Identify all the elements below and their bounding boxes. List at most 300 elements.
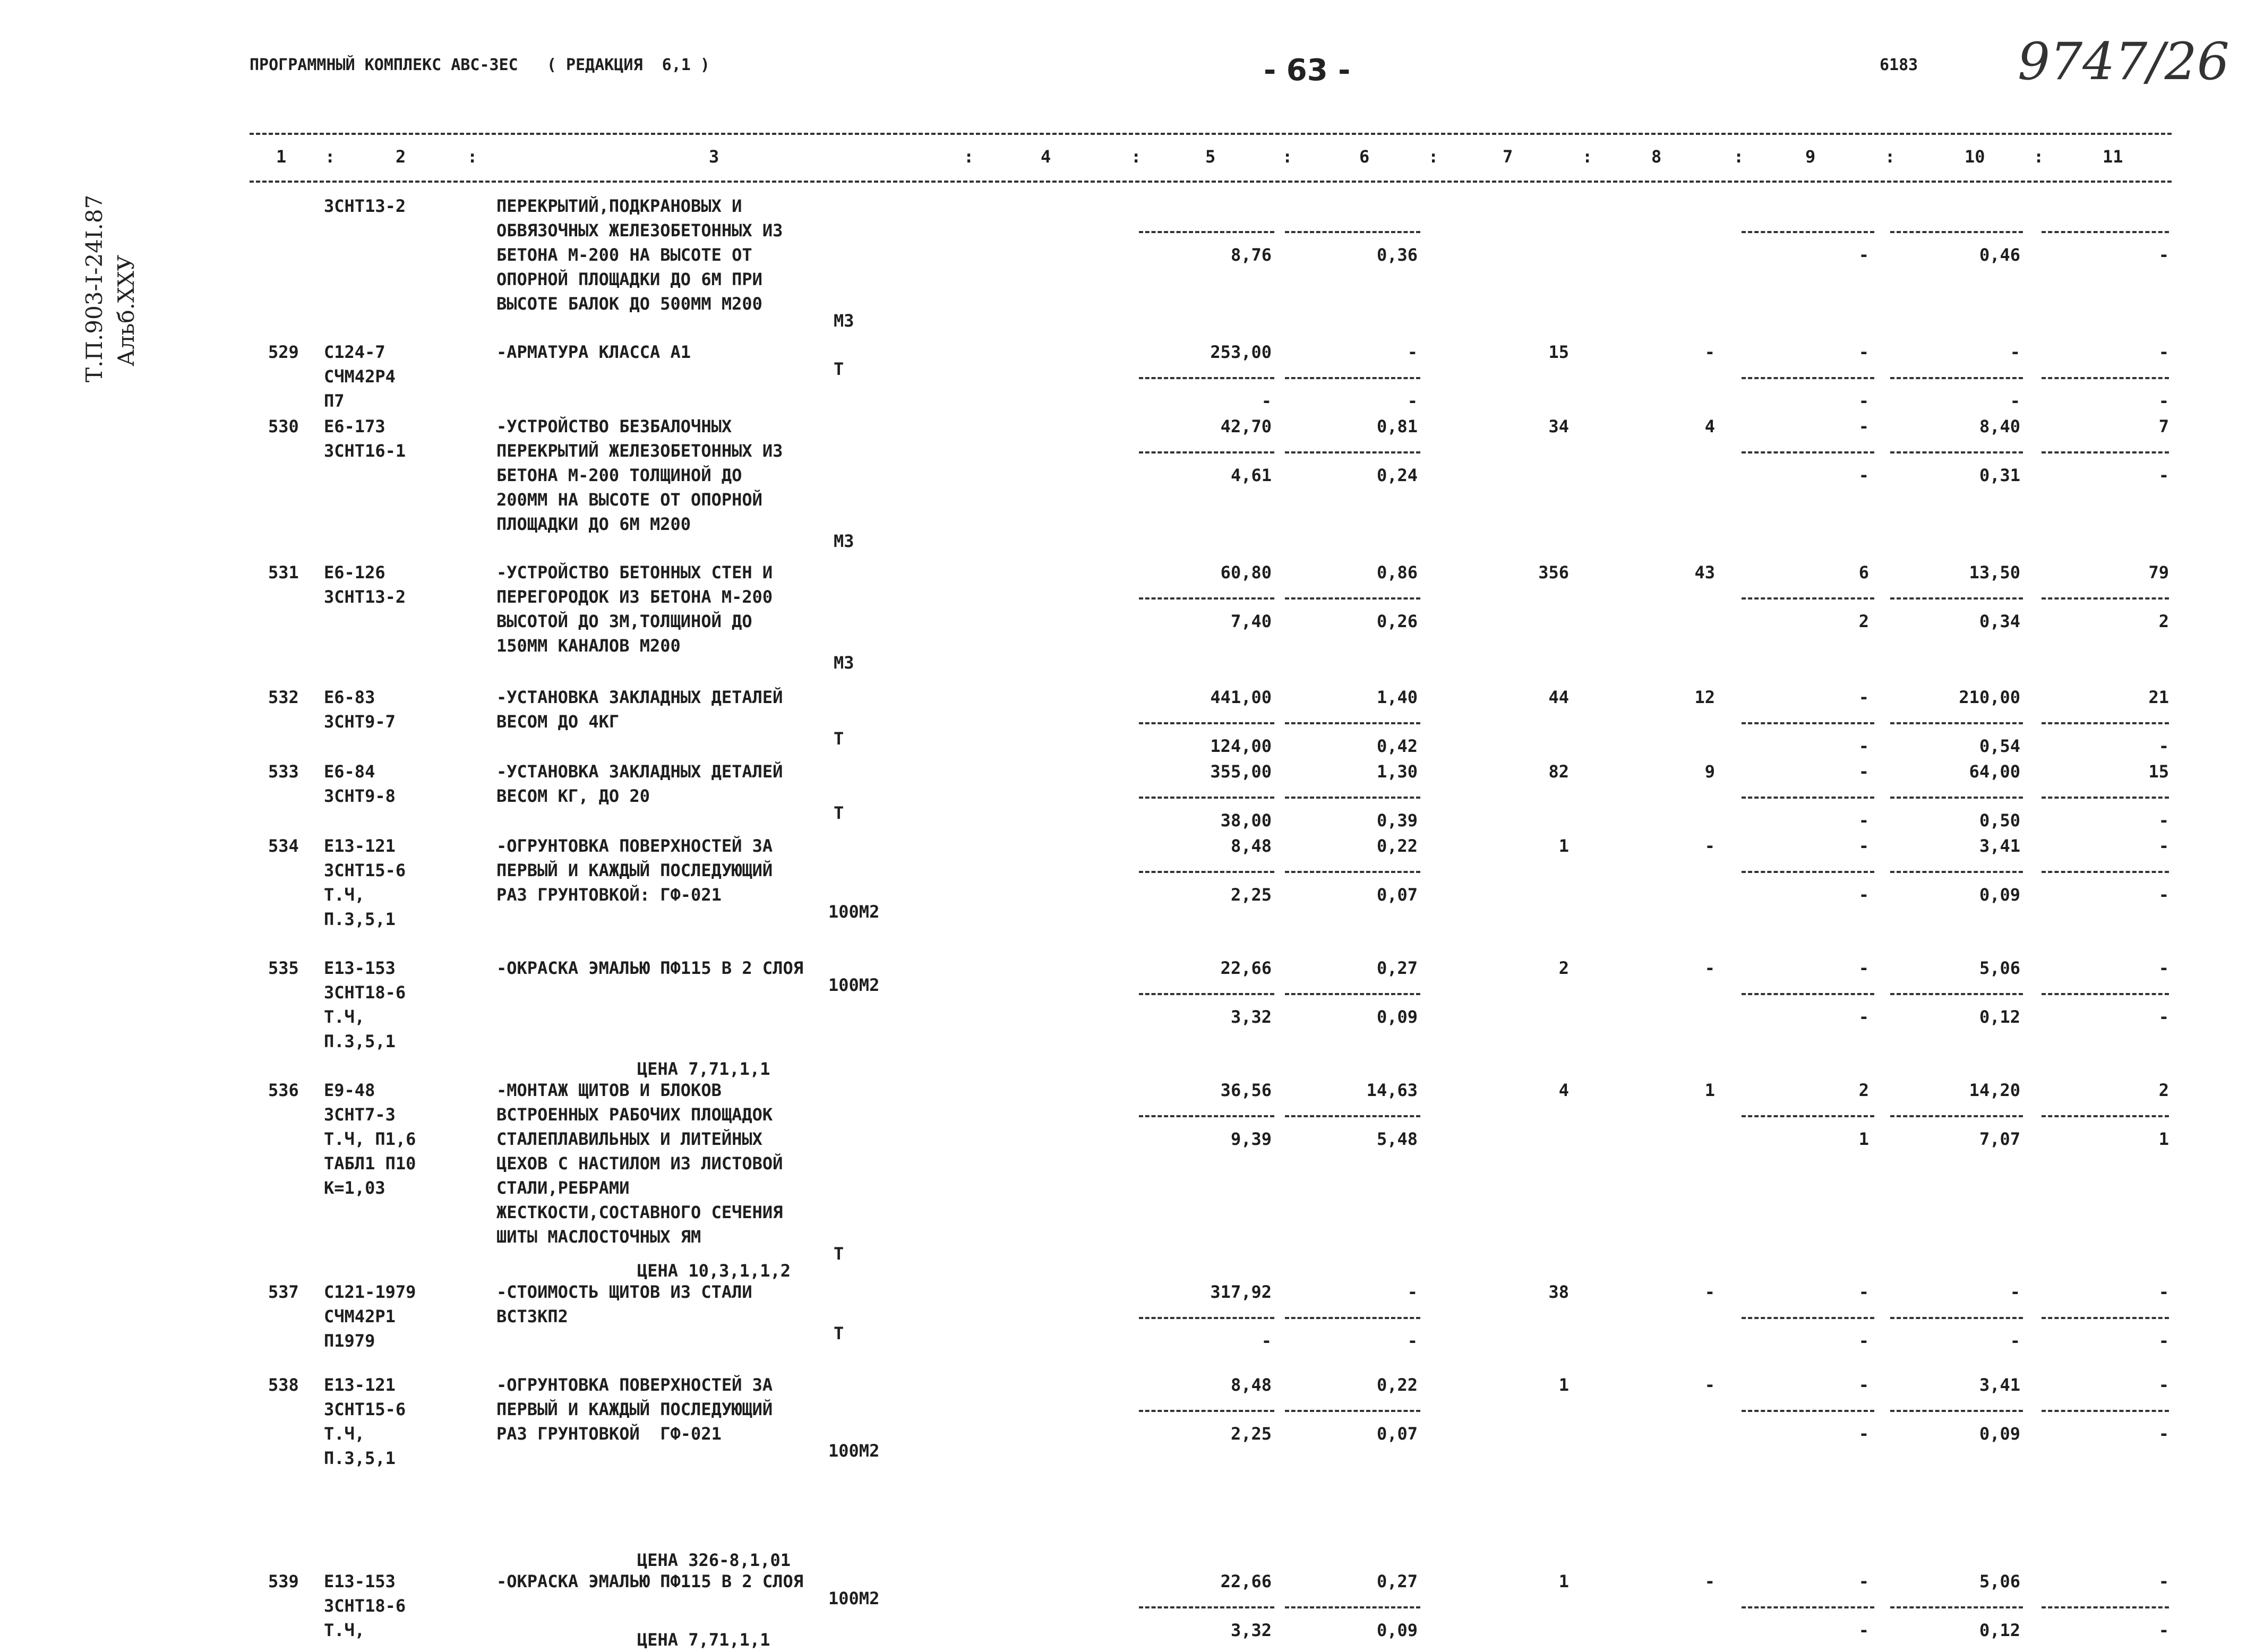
value-divider bbox=[1890, 597, 2023, 600]
value-divider bbox=[1890, 231, 2023, 233]
row-description: -МОНТАЖ ЩИТОВ И БЛОКОВ bbox=[496, 1080, 722, 1100]
column-separator: : bbox=[1734, 147, 1744, 167]
row-code: ЗСНТ7-3 bbox=[324, 1105, 396, 1125]
row-code: П7 bbox=[324, 391, 345, 411]
row-code: Е6-84 bbox=[324, 761, 375, 782]
value-divider bbox=[1139, 1317, 1274, 1319]
row-price: ЦЕНА 7,71,1,1 bbox=[637, 1630, 770, 1650]
c5-bottom-value: - bbox=[1261, 1331, 1272, 1351]
value-divider bbox=[1285, 1115, 1420, 1117]
doc-code: 6183 bbox=[1880, 56, 1918, 74]
col-8-value: 1 bbox=[1704, 1080, 1715, 1100]
col-7-value: 15 bbox=[1548, 342, 1569, 362]
row-description: СТАЛИ,РЕБРАМИ bbox=[496, 1178, 630, 1198]
row-unit: 100М2 bbox=[828, 1441, 880, 1461]
c10-top-value: 8,40 bbox=[1979, 416, 2020, 436]
value-divider bbox=[1890, 1606, 2023, 1608]
row-unit: Т bbox=[834, 1244, 844, 1264]
c10-top-value: - bbox=[2010, 342, 2020, 362]
c11-top-value: 79 bbox=[2148, 562, 2169, 583]
value-divider bbox=[1139, 871, 1274, 873]
row-code: ЗСНТ9-7 bbox=[324, 712, 396, 732]
handwritten-number: 9747/26 bbox=[2018, 32, 2229, 91]
c10-bottom-value: 0,09 bbox=[1979, 885, 2020, 905]
c10-bottom-value: - bbox=[2010, 1331, 2020, 1351]
c6-top-value: - bbox=[1407, 1282, 1418, 1302]
c6-bottom-value: - bbox=[1407, 391, 1418, 411]
c11-bottom-value: - bbox=[2158, 1620, 2169, 1640]
c9-bottom-value: - bbox=[1858, 391, 1869, 411]
c11-bottom-value: 1 bbox=[2158, 1129, 2169, 1149]
c11-bottom-value: - bbox=[2158, 1007, 2169, 1027]
value-divider bbox=[1285, 597, 1420, 600]
c6-top-value: 0,27 bbox=[1376, 958, 1418, 978]
c6-top-value: 0,27 bbox=[1376, 1571, 1418, 1591]
row-price: ЦЕНА 10,3,1,1,2 bbox=[637, 1261, 791, 1281]
c9-top-value: - bbox=[1858, 1282, 1869, 1302]
row-number: 534 bbox=[268, 836, 299, 856]
row-code: СЧМ42Р1 bbox=[324, 1306, 396, 1326]
col-8-value: - bbox=[1704, 836, 1715, 856]
row-number: 529 bbox=[268, 342, 299, 362]
col-8-value: 9 bbox=[1704, 761, 1715, 782]
c5-bottom-value: 9,39 bbox=[1230, 1129, 1272, 1149]
row-code: П.3,5,1 bbox=[324, 1031, 396, 1051]
c10-bottom-value: 0,31 bbox=[1979, 465, 2020, 485]
row-description: -УСТРОЙСТВО БЕЗБАЛОЧНЫХ bbox=[496, 416, 732, 436]
value-divider bbox=[2042, 1606, 2169, 1608]
column-header-9: 9 bbox=[1805, 147, 1816, 167]
c6-bottom-value: 0,07 bbox=[1376, 1424, 1418, 1444]
row-code: ЗСНТ15-6 bbox=[324, 1399, 406, 1419]
c11-top-value: 7 bbox=[2158, 416, 2169, 436]
col-7-value: 34 bbox=[1548, 416, 1569, 436]
c5-top-value: 441,00 bbox=[1210, 687, 1272, 707]
value-divider bbox=[1742, 797, 1874, 799]
c5-bottom-value: 124,00 bbox=[1210, 736, 1272, 756]
c11-bottom-value: - bbox=[2158, 885, 2169, 905]
row-description: ВЕСОМ ДО 4КГ bbox=[496, 712, 620, 732]
row-code: ЗСНТ9-8 bbox=[324, 786, 396, 806]
value-divider bbox=[1890, 377, 2023, 379]
row-description: 150ММ КАНАЛОВ М200 bbox=[496, 636, 681, 656]
row-code: ЗСНТ16-1 bbox=[324, 441, 406, 461]
value-divider bbox=[1285, 722, 1420, 724]
c5-top-value: 22,66 bbox=[1220, 958, 1272, 978]
program-header: ПРОГРАММНЫЙ КОМПЛЕКС АВС-ЗЕС ( РЕДАКЦИЯ 6,1 ) bbox=[250, 56, 710, 74]
row-description: БЕТОНА М-200 ТОЛЩИНОЙ ДО bbox=[496, 465, 742, 485]
col-8-value: - bbox=[1704, 1282, 1715, 1302]
c6-bottom-value: 0,42 bbox=[1376, 736, 1418, 756]
row-number: 537 bbox=[268, 1282, 299, 1302]
c6-bottom-value: 0,26 bbox=[1376, 611, 1418, 631]
row-code: СЧМ42Р4 bbox=[324, 366, 396, 387]
c9-bottom-value: - bbox=[1858, 1007, 1869, 1027]
c10-bottom-value: 0,54 bbox=[1979, 736, 2020, 756]
c5-top-value: 317,92 bbox=[1210, 1282, 1272, 1302]
value-divider bbox=[1742, 451, 1874, 453]
value-divider bbox=[1139, 1410, 1274, 1412]
c11-top-value: - bbox=[2158, 958, 2169, 978]
value-divider bbox=[1139, 1115, 1274, 1117]
c11-bottom-value: - bbox=[2158, 1424, 2169, 1444]
value-divider bbox=[2042, 451, 2169, 453]
c5-bottom-value: 7,40 bbox=[1230, 611, 1272, 631]
c11-top-value: 2 bbox=[2158, 1080, 2169, 1100]
value-divider bbox=[1139, 1606, 1274, 1608]
c6-top-value: 0,81 bbox=[1376, 416, 1418, 436]
row-code: Е9-48 bbox=[324, 1080, 375, 1100]
c11-top-value: - bbox=[2158, 1571, 2169, 1591]
c6-bottom-value: 0,09 bbox=[1376, 1007, 1418, 1027]
c10-top-value: 3,41 bbox=[1979, 836, 2020, 856]
row-description: ВСТРОЕННЫХ РАБОЧИХ ПЛОЩАДОК bbox=[496, 1105, 773, 1125]
c10-top-value: - bbox=[2010, 1282, 2020, 1302]
column-header-7: 7 bbox=[1503, 147, 1513, 167]
row-description: ОПОРНОЙ ПЛОЩАДКИ ДО 6М ПРИ bbox=[496, 269, 762, 289]
value-divider bbox=[1285, 231, 1420, 233]
value-divider bbox=[2042, 871, 2169, 873]
column-separator: : bbox=[1282, 147, 1293, 167]
row-description: ПЕРВЫЙ И КАЖДЫЙ ПОСЛЕДУЮЩИЙ bbox=[496, 1399, 773, 1419]
col-8-value: - bbox=[1704, 342, 1715, 362]
c10-top-value: 210,00 bbox=[1959, 687, 2020, 707]
c6-top-value: 0,86 bbox=[1376, 562, 1418, 583]
row-unit: 100М2 bbox=[828, 1588, 880, 1608]
c5-top-value: 60,80 bbox=[1220, 562, 1272, 583]
c6-top-value: 1,30 bbox=[1376, 761, 1418, 782]
row-code: К=1,03 bbox=[324, 1178, 385, 1198]
row-code: П.3,5,1 bbox=[324, 909, 396, 929]
c9-bottom-value: - bbox=[1858, 465, 1869, 485]
value-divider bbox=[1742, 1410, 1874, 1412]
row-unit: Т bbox=[834, 359, 844, 379]
row-number: 535 bbox=[268, 958, 299, 978]
c5-bottom-value: 2,25 bbox=[1230, 885, 1272, 905]
row-description: ВЕСОМ КГ, ДО 20 bbox=[496, 786, 650, 806]
value-divider bbox=[1285, 797, 1420, 799]
row-description: -УСТРОЙСТВО БЕТОННЫХ СТЕН И bbox=[496, 562, 773, 583]
c5-bottom-value: 3,32 bbox=[1230, 1620, 1272, 1640]
row-description: -ОГРУНТОВКА ПОВЕРХНОСТЕЙ ЗА bbox=[496, 836, 773, 856]
row-unit: 100М2 bbox=[828, 902, 880, 922]
col-7-value: 44 bbox=[1548, 687, 1569, 707]
row-code: Е13-121 bbox=[324, 1375, 396, 1395]
row-description: ВЫСОТЕ БАЛОК ДО 500ММ М200 bbox=[496, 294, 762, 314]
c9-top-value: - bbox=[1858, 958, 1869, 978]
c11-bottom-value: - bbox=[2158, 245, 2169, 265]
c10-top-value: 14,20 bbox=[1969, 1080, 2020, 1100]
c10-top-value: 13,50 bbox=[1969, 562, 2020, 583]
value-divider bbox=[1742, 722, 1874, 724]
row-description: -ОГРУНТОВКА ПОВЕРХНОСТЕЙ ЗА bbox=[496, 1375, 773, 1395]
c10-top-value: 3,41 bbox=[1979, 1375, 2020, 1395]
row-description: ЦЕХОВ С НАСТИЛОМ ИЗ ЛИСТОВОЙ bbox=[496, 1153, 783, 1174]
c11-top-value: - bbox=[2158, 1375, 2169, 1395]
row-code: Т.Ч, bbox=[324, 1424, 365, 1444]
column-header-2: 2 bbox=[396, 147, 406, 167]
c9-bottom-value: - bbox=[1858, 1331, 1869, 1351]
column-header-6: 6 bbox=[1359, 147, 1370, 167]
value-divider bbox=[1139, 722, 1274, 724]
row-unit: М3 bbox=[834, 531, 854, 551]
c11-bottom-value: - bbox=[2158, 391, 2169, 411]
c9-top-value: - bbox=[1858, 687, 1869, 707]
column-header-5: 5 bbox=[1205, 147, 1216, 167]
column-separator: : bbox=[1428, 147, 1439, 167]
value-divider bbox=[2042, 993, 2169, 995]
row-description: ПЕРЕГОРОДОК ИЗ БЕТОНА М-200 bbox=[496, 587, 773, 607]
row-code: Е6-173 bbox=[324, 416, 385, 436]
c6-bottom-value: 0,36 bbox=[1376, 245, 1418, 265]
page-number: - 63 - bbox=[1264, 53, 1351, 88]
row-code: С121-1979 bbox=[324, 1282, 416, 1302]
row-description: ЖЕСТКОСТИ,СОСТАВНОГО СЕЧЕНИЯ bbox=[496, 1202, 783, 1222]
value-divider bbox=[1285, 993, 1420, 995]
c11-bottom-value: - bbox=[2158, 810, 2169, 831]
column-header-4: 4 bbox=[1041, 147, 1051, 167]
c9-bottom-value: - bbox=[1858, 1424, 1869, 1444]
c6-bottom-value: 0,09 bbox=[1376, 1620, 1418, 1640]
row-description: ПЕРЕКРЫТИЙ,ПОДКРАНОВЫХ И bbox=[496, 196, 742, 216]
value-divider bbox=[1285, 1410, 1420, 1412]
c9-top-value: - bbox=[1858, 761, 1869, 782]
row-description: РАЗ ГРУНТОВКОЙ ГФ-021 bbox=[496, 1424, 722, 1444]
value-divider bbox=[1285, 451, 1420, 453]
row-description: ПЛОЩАДКИ ДО 6М М200 bbox=[496, 514, 691, 534]
value-divider bbox=[1742, 1606, 1874, 1608]
row-code: ТАБЛ1 П10 bbox=[324, 1153, 416, 1174]
row-code: Т.Ч, bbox=[324, 1620, 365, 1640]
col-8-value: 4 bbox=[1704, 416, 1715, 436]
value-divider bbox=[1890, 871, 2023, 873]
value-divider bbox=[2042, 722, 2169, 724]
c9-bottom-value: - bbox=[1858, 1620, 1869, 1640]
c10-top-value: 64,00 bbox=[1969, 761, 2020, 782]
value-divider bbox=[2042, 1115, 2169, 1117]
row-description: -ОКРАСКА ЭМАЛЬЮ ПФ115 В 2 СЛОЯ bbox=[496, 958, 803, 978]
c9-bottom-value: 1 bbox=[1858, 1129, 1869, 1149]
c11-bottom-value: 2 bbox=[2158, 611, 2169, 631]
row-unit: Т bbox=[834, 729, 844, 749]
row-code: П.3,5,1 bbox=[324, 1448, 396, 1468]
column-header-10: 10 bbox=[1965, 147, 1985, 167]
c5-top-value: 8,48 bbox=[1230, 1375, 1272, 1395]
row-code: Е13-153 bbox=[324, 958, 396, 978]
side-stamp-2: Альб.XXУ bbox=[113, 254, 139, 366]
row-code: ЗСНТ15-6 bbox=[324, 860, 406, 880]
value-divider bbox=[1890, 1410, 2023, 1412]
c9-top-value: - bbox=[1858, 836, 1869, 856]
value-divider bbox=[1890, 722, 2023, 724]
col-7-value: 356 bbox=[1538, 562, 1569, 583]
value-divider bbox=[1139, 993, 1274, 995]
row-code: ЗСНТ18-6 bbox=[324, 982, 406, 1003]
c9-top-value: - bbox=[1858, 1571, 1869, 1591]
value-divider bbox=[1139, 451, 1274, 453]
row-code: Т.Ч, П1,6 bbox=[324, 1129, 416, 1149]
row-description: ВЫСОТОЙ ДО 3М,ТОЛЩИНОЙ ДО bbox=[496, 611, 752, 631]
c10-bottom-value: 0,09 bbox=[1979, 1424, 2020, 1444]
value-divider bbox=[1285, 871, 1420, 873]
c5-top-value: 253,00 bbox=[1210, 342, 1272, 362]
value-divider bbox=[1742, 993, 1874, 995]
col-7-value: 4 bbox=[1558, 1080, 1569, 1100]
c9-top-value: 2 bbox=[1858, 1080, 1869, 1100]
c10-top-value: 5,06 bbox=[1979, 958, 2020, 978]
column-header-3: 3 bbox=[709, 147, 719, 167]
row-description: -УСТАНОВКА ЗАКЛАДНЫХ ДЕТАЛЕЙ bbox=[496, 761, 783, 782]
c9-top-value: - bbox=[1858, 1375, 1869, 1395]
c10-bottom-value: - bbox=[2010, 391, 2020, 411]
row-price: ЦЕНА 7,71,1,1 bbox=[637, 1059, 770, 1079]
side-stamp-1: Т.П.903-I-24I.87 bbox=[81, 194, 107, 382]
c11-top-value: 15 bbox=[2148, 761, 2169, 782]
column-separator: : bbox=[467, 147, 478, 167]
value-divider bbox=[1890, 1115, 2023, 1117]
c11-bottom-value: - bbox=[2158, 1331, 2169, 1351]
c6-bottom-value: 5,48 bbox=[1376, 1129, 1418, 1149]
c5-bottom-value: 38,00 bbox=[1220, 810, 1272, 831]
c5-bottom-value: 8,76 bbox=[1230, 245, 1272, 265]
c10-top-value: 5,06 bbox=[1979, 1571, 2020, 1591]
c6-top-value: 0,22 bbox=[1376, 1375, 1418, 1395]
value-divider bbox=[2042, 597, 2169, 600]
row-description: -ОКРАСКА ЭМАЛЬЮ ПФ115 В 2 СЛОЯ bbox=[496, 1571, 803, 1591]
col-8-value: - bbox=[1704, 1375, 1715, 1395]
column-separator: : bbox=[325, 147, 336, 167]
c5-top-value: 42,70 bbox=[1220, 416, 1272, 436]
row-unit: 100М2 bbox=[828, 975, 880, 995]
row-number: 533 bbox=[268, 761, 299, 782]
row-code: ЗСНТ18-6 bbox=[324, 1596, 406, 1616]
c10-bottom-value: 7,07 bbox=[1979, 1129, 2020, 1149]
row-description: РАЗ ГРУНТОВКОЙ: ГФ-021 bbox=[496, 885, 722, 905]
c6-top-value: 0,22 bbox=[1376, 836, 1418, 856]
c11-bottom-value: - bbox=[2158, 465, 2169, 485]
row-number: 530 bbox=[268, 416, 299, 436]
c11-top-value: 21 bbox=[2148, 687, 2169, 707]
header-rule-bottom bbox=[250, 181, 2172, 183]
value-divider bbox=[1742, 1317, 1874, 1319]
value-divider bbox=[2042, 377, 2169, 379]
row-description: -АРМАТУРА КЛАССА А1 bbox=[496, 342, 691, 362]
row-code: Е13-121 bbox=[324, 836, 396, 856]
row-description: ВСТЗКП2 bbox=[496, 1306, 568, 1326]
c10-bottom-value: 0,12 bbox=[1979, 1007, 2020, 1027]
c6-bottom-value: 0,24 bbox=[1376, 465, 1418, 485]
row-unit: М3 bbox=[834, 311, 854, 331]
value-divider bbox=[1742, 1115, 1874, 1117]
c11-top-value: - bbox=[2158, 1282, 2169, 1302]
c5-bottom-value: 3,32 bbox=[1230, 1007, 1272, 1027]
column-header-11: 11 bbox=[2103, 147, 2123, 167]
row-number: 531 bbox=[268, 562, 299, 583]
row-number: 536 bbox=[268, 1080, 299, 1100]
row-code: С124-7 bbox=[324, 342, 385, 362]
col-8-value: 43 bbox=[1694, 562, 1715, 583]
value-divider bbox=[1139, 377, 1274, 379]
col-8-value: 12 bbox=[1694, 687, 1715, 707]
row-description: 200ММ НА ВЫСОТЕ ОТ ОПОРНОЙ bbox=[496, 490, 762, 510]
column-separator: : bbox=[2034, 147, 2044, 167]
c10-bottom-value: 0,12 bbox=[1979, 1620, 2020, 1640]
c6-bottom-value: 0,39 bbox=[1376, 810, 1418, 831]
value-divider bbox=[2042, 797, 2169, 799]
c11-top-value: - bbox=[2158, 836, 2169, 856]
value-divider bbox=[1285, 377, 1420, 379]
column-header-1: 1 bbox=[276, 147, 287, 167]
row-number: 539 bbox=[268, 1571, 299, 1591]
header-rule-top bbox=[250, 133, 2172, 135]
column-separator: : bbox=[964, 147, 974, 167]
row-code: Е6-126 bbox=[324, 562, 385, 583]
row-description: ПЕРЕКРЫТИЙ ЖЕЛЕЗОБЕТОННЫХ ИЗ bbox=[496, 441, 783, 461]
c5-top-value: 355,00 bbox=[1210, 761, 1272, 782]
c10-bottom-value: 0,34 bbox=[1979, 611, 2020, 631]
row-code: Е6-83 bbox=[324, 687, 375, 707]
c6-bottom-value: - bbox=[1407, 1331, 1418, 1351]
row-code: Т.Ч, bbox=[324, 1007, 365, 1027]
col-7-value: 1 bbox=[1558, 1375, 1569, 1395]
c6-top-value: 14,63 bbox=[1366, 1080, 1418, 1100]
c10-bottom-value: 0,46 bbox=[1979, 245, 2020, 265]
c9-top-value: - bbox=[1858, 416, 1869, 436]
col-7-value: 82 bbox=[1548, 761, 1569, 782]
row-code: ЗСНТ13-2 bbox=[324, 587, 406, 607]
row-description: ШИТЫ МАСЛОСТОЧНЫХ ЯМ bbox=[496, 1227, 701, 1247]
row-number: 532 bbox=[268, 687, 299, 707]
row-number: 538 bbox=[268, 1375, 299, 1395]
value-divider bbox=[2042, 231, 2169, 233]
value-divider bbox=[1742, 231, 1874, 233]
value-divider bbox=[1285, 1606, 1420, 1608]
value-divider bbox=[2042, 1317, 2169, 1319]
c9-bottom-value: - bbox=[1858, 885, 1869, 905]
c9-top-value: - bbox=[1858, 342, 1869, 362]
value-divider bbox=[1890, 451, 2023, 453]
c6-top-value: 1,40 bbox=[1376, 687, 1418, 707]
col-8-value: - bbox=[1704, 958, 1715, 978]
c5-bottom-value: 2,25 bbox=[1230, 1424, 1272, 1444]
col-7-value: 1 bbox=[1558, 1571, 1569, 1591]
c9-bottom-value: - bbox=[1858, 245, 1869, 265]
row-description: -УСТАНОВКА ЗАКЛАДНЫХ ДЕТАЛЕЙ bbox=[496, 687, 783, 707]
row-unit: Т bbox=[834, 1323, 844, 1343]
c5-top-value: 36,56 bbox=[1220, 1080, 1272, 1100]
col-7-value: 1 bbox=[1558, 836, 1569, 856]
row-code: Т.Ч, bbox=[324, 885, 365, 905]
value-divider bbox=[1890, 797, 2023, 799]
value-divider bbox=[1139, 231, 1274, 233]
c9-bottom-value: 2 bbox=[1858, 611, 1869, 631]
row-description: ПЕРВЫЙ И КАЖДЫЙ ПОСЛЕДУЮЩИЙ bbox=[496, 860, 773, 880]
c11-top-value: - bbox=[2158, 342, 2169, 362]
value-divider bbox=[1742, 597, 1874, 600]
c9-top-value: 6 bbox=[1858, 562, 1869, 583]
row-code: П1979 bbox=[324, 1331, 375, 1351]
c5-top-value: 22,66 bbox=[1220, 1571, 1272, 1591]
col-7-value: 38 bbox=[1548, 1282, 1569, 1302]
c10-bottom-value: 0,50 bbox=[1979, 810, 2020, 831]
c5-top-value: 8,48 bbox=[1230, 836, 1272, 856]
column-separator: : bbox=[1582, 147, 1593, 167]
row-description: БЕТОНА М-200 НА ВЫСОТЕ ОТ bbox=[496, 245, 752, 265]
row-description: -СТОИМОСТЬ ЩИТОВ ИЗ СТАЛИ bbox=[496, 1282, 752, 1302]
col-7-value: 2 bbox=[1558, 958, 1569, 978]
value-divider bbox=[1139, 597, 1274, 600]
row-code: ЗСНТ13-2 bbox=[324, 196, 406, 216]
